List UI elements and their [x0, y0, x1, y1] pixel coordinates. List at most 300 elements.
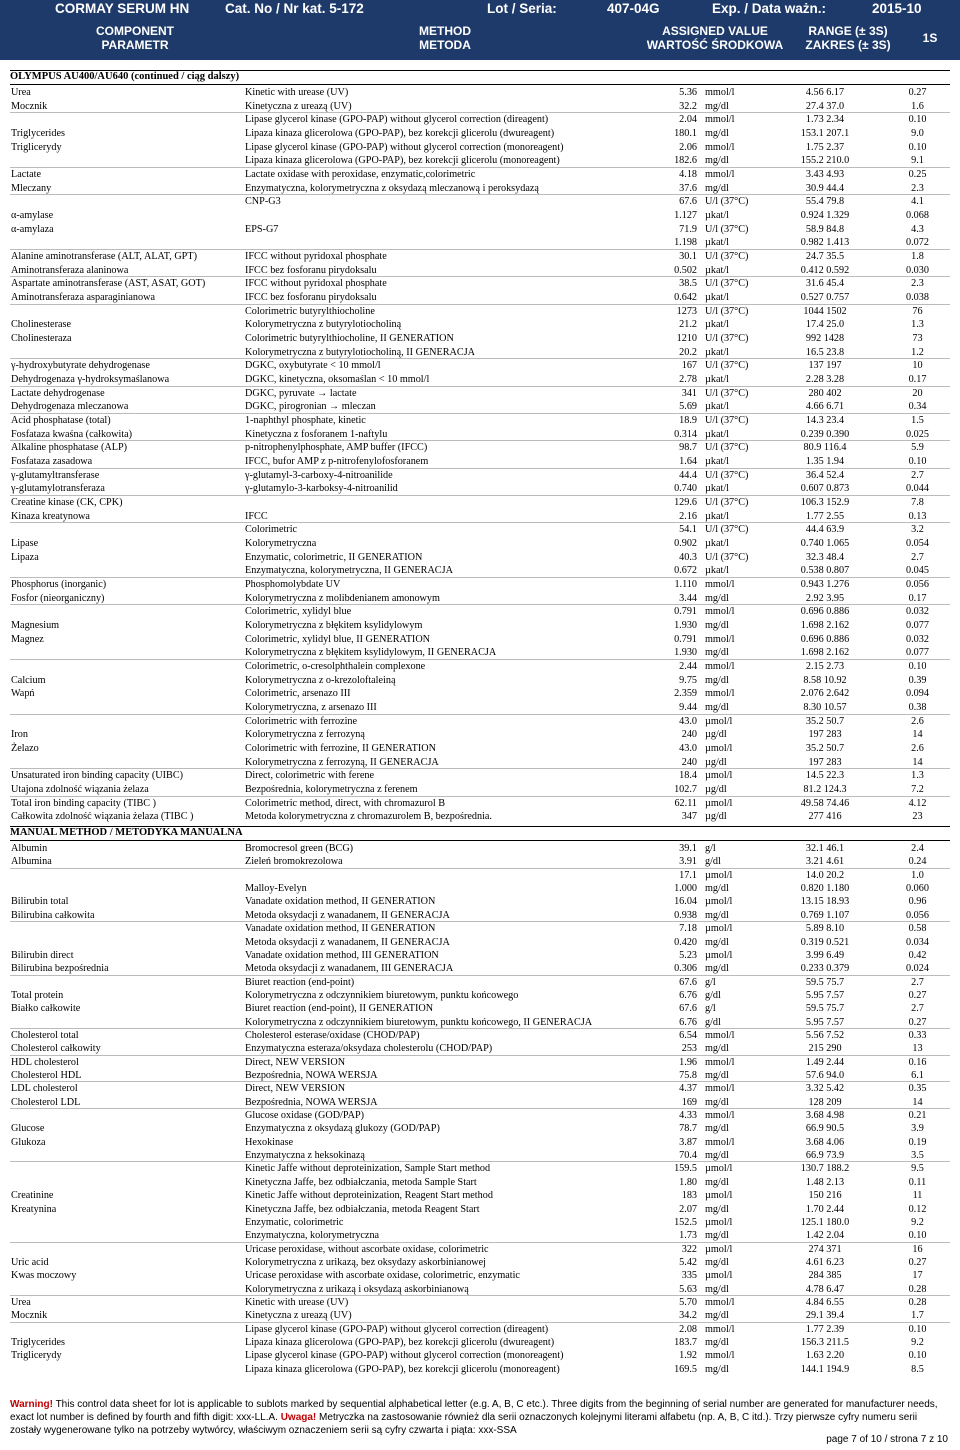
assigned-value-cell: 18.9	[679, 415, 697, 426]
method-cell: Enzymatyczna z heksokinazą	[245, 1150, 365, 1161]
method-cell: Kinetyczna z ureazą (UV)	[245, 100, 352, 112]
component-cell: γ-glutamylotransferaza	[11, 483, 105, 495]
sd-cell: 3.9	[911, 1123, 924, 1135]
component-cell: Urea	[11, 1296, 31, 1308]
assigned-value-cell: 40.3	[679, 551, 697, 563]
unit-cell: µmol/l	[705, 1243, 733, 1255]
range-cell: 197 283	[808, 729, 842, 741]
assigned-value-cell: 1273	[676, 305, 697, 317]
lot-value: 407-04G	[607, 1, 660, 16]
unit-cell: mmol/l	[705, 87, 735, 98]
unit-cell: µg/dl	[705, 811, 727, 823]
range-cell: 30.9 44.4	[805, 182, 845, 194]
unit-cell: mg/dl	[705, 620, 729, 631]
method-cell: Colorimetric, arsenazo III	[245, 688, 351, 700]
assigned-value-cell: 43.0	[679, 743, 697, 754]
component-cell: Unsaturated iron binding capacity (UIBC)	[11, 770, 184, 782]
method-cell: γ-glutamyl-3-carboxy-4-nitroanilide	[245, 469, 393, 481]
sd-cell: 17	[912, 1270, 923, 1282]
method-cell: Lactate oxidase with peroxidase, enzymatic,colorimetric	[245, 169, 476, 180]
assigned-value-cell: 1.64	[679, 456, 697, 467]
assigned-value-cell: 1.73	[679, 1230, 697, 1242]
unit-cell: µmol/l	[705, 1163, 733, 1175]
unit-cell: U/l (37°C)	[705, 251, 749, 262]
sd-cell: 0.030	[906, 264, 929, 276]
sd-cell: 0.35	[908, 1083, 927, 1095]
sd-cell: 0.024	[906, 963, 929, 975]
method-cell: Kolorymetryczna z ferrozyną, II GENERACJA	[245, 756, 439, 768]
lot-label: Lot / Seria:	[487, 1, 557, 16]
unit-cell: mmol/l	[705, 1083, 735, 1095]
section-rule-manual	[10, 840, 950, 841]
unit-cell: mg/dl	[705, 1203, 729, 1215]
assigned-value-cell: 75.8	[679, 1070, 697, 1081]
method-cell: IFCC without pyridoxal phosphate	[245, 251, 387, 262]
assigned-value-cell: 67.6	[679, 976, 697, 988]
component-cell: Uric acid	[11, 1256, 49, 1268]
range-cell: 32.1 46.1	[805, 843, 845, 854]
sd-cell: 0.032	[906, 606, 929, 618]
section-title-manual: MANUAL METHOD / METODYKA MANUALNA	[10, 827, 243, 838]
sd-cell: 2.6	[911, 743, 924, 754]
component-cell: α-amylase	[11, 210, 54, 221]
component-cell: Acid phosphatase (total)	[11, 415, 111, 426]
sd-cell: 1.2	[911, 346, 924, 358]
assigned-value-cell: 347	[681, 811, 697, 823]
range-cell: 0.982 1.413	[800, 237, 850, 249]
unit-cell: mg/dl	[705, 155, 729, 167]
range-cell: 4.84 6.55	[805, 1296, 845, 1308]
range-cell: 35.2 50.7	[805, 743, 845, 754]
assigned-value-cell: 0.642	[674, 292, 697, 303]
sd-cell: 1.3	[911, 319, 924, 331]
method-cell: Colorimetric, o-cresolphthalein complexone	[245, 661, 426, 672]
range-cell: 55.4 79.8	[805, 196, 845, 208]
sd-cell: 0.10	[908, 1350, 927, 1362]
unit-cell: mmol/l	[705, 1350, 735, 1362]
sd-cell: 0.10	[908, 1323, 927, 1335]
unit-cell: g/l	[705, 976, 716, 988]
component-cell: Calcium	[11, 674, 46, 686]
assigned-value-cell: 20.2	[679, 346, 697, 358]
method-cell: Kolorymetryczna z odczynnikiem biuretowym, punktu końcowego	[245, 989, 519, 1001]
unit-cell: µg/dl	[705, 784, 727, 795]
unit-cell: µmol/l	[705, 770, 733, 782]
method-cell: Bezpośrednia, NOWA WERSJA	[245, 1070, 378, 1081]
assigned-value-cell: 1.198	[674, 237, 697, 249]
expiry-label: Exp. / Data ważn.:	[712, 1, 827, 16]
unit-cell: mg/dl	[705, 1363, 729, 1375]
sd-cell: 4.3	[911, 223, 924, 235]
assigned-value-cell: 182.6	[674, 155, 697, 167]
assigned-value-cell: 2.44	[679, 661, 697, 672]
unit-cell: mg/dl	[705, 1150, 729, 1161]
unit-cell: µkat/l	[705, 374, 729, 385]
range-cell: 2.076 2.642	[800, 688, 850, 700]
assigned-value-cell: 0.502	[674, 264, 697, 276]
col-header-component-pl: PARAMETR	[101, 38, 169, 52]
unit-cell: U/l (37°C)	[705, 360, 749, 372]
method-cell: Uricase peroxidase with ascorbate oxidase, colorimetric, enzymatic	[245, 1270, 520, 1282]
assigned-value-cell: 37.6	[679, 182, 697, 194]
method-cell: Lipase glycerol kinase (GPO-PAP) without glycerol correction (monoreagent)	[245, 1350, 564, 1362]
sd-cell: 2.3	[911, 182, 924, 194]
assigned-value-cell: 9.75	[679, 674, 697, 686]
component-cell: Bilirubin direct	[11, 949, 74, 961]
sd-cell: 0.34	[908, 401, 927, 413]
unit-cell: µkat/l	[705, 538, 729, 549]
component-cell: Dehydrogenaza mleczanowa	[11, 401, 129, 413]
method-cell: p-nitrophenylphosphate, AMP buffer (IFCC)	[245, 442, 428, 454]
assigned-value-cell: 0.902	[674, 538, 697, 549]
sd-cell: 11	[912, 1190, 923, 1202]
component-cell: Cholesterol HDL	[11, 1070, 82, 1081]
assigned-value-cell: 2.16	[679, 510, 697, 522]
unit-cell: µkat/l	[705, 483, 729, 495]
assigned-value-cell: 5.36	[679, 87, 697, 98]
range-cell: 0.239 0.390	[800, 428, 850, 440]
assigned-value-cell: 38.5	[679, 278, 697, 290]
unit-cell: µmol/l	[705, 1270, 733, 1282]
range-cell: 0.607 0.873	[800, 483, 850, 495]
method-cell: Kolorymetryczna z ferrozyną	[245, 729, 365, 741]
assigned-value-cell: 0.791	[674, 606, 697, 618]
range-cell: 5.95 7.57	[805, 1016, 845, 1028]
component-cell: Bilirubina całkowita	[11, 909, 95, 921]
assigned-value-cell: 335	[681, 1270, 697, 1282]
component-cell: Lipase	[11, 538, 39, 549]
assigned-value-cell: 1.110	[674, 579, 697, 590]
range-cell: 3.99 6.49	[805, 949, 845, 961]
method-cell: Lipaza kinaza glicerolowa (GPO-PAP), bez korekcji glicerolu (dwureagent)	[245, 1337, 555, 1348]
sd-cell: 6.1	[911, 1070, 924, 1081]
assigned-value-cell: 67.6	[679, 196, 697, 208]
assigned-value-cell: 0.938	[674, 909, 697, 921]
method-cell: Enzymatyczna, kolorymetryczna	[245, 1230, 380, 1242]
sd-cell: 0.060	[906, 883, 929, 894]
sd-cell: 2.7	[911, 1003, 924, 1015]
range-cell: 1044 1502	[803, 305, 847, 317]
assigned-value-cell: 16.04	[674, 896, 697, 908]
sd-cell: 0.28	[908, 1296, 927, 1308]
unit-cell: µmol/l	[705, 715, 733, 727]
range-cell: 59.5 75.7	[805, 1003, 845, 1015]
component-cell: Lactate dehydrogenase	[11, 387, 105, 399]
unit-cell: mmol/l	[705, 633, 735, 645]
component-cell: Utajona zdolność wiązania żelaza	[11, 784, 149, 795]
sd-cell: 0.054	[906, 538, 929, 549]
unit-cell: U/l (37°C)	[705, 442, 749, 454]
col-header-method-pl: METODA	[419, 38, 471, 52]
assigned-value-cell: 5.63	[679, 1283, 697, 1295]
range-cell: 4.78 6.47	[805, 1283, 845, 1295]
assigned-value-cell: 240	[681, 756, 697, 768]
range-cell: 44.4 63.9	[805, 524, 845, 536]
assigned-value-cell: 67.6	[679, 1003, 697, 1015]
component-cell: Cholesterol total	[11, 1029, 79, 1041]
component-cell: Mleczany	[11, 182, 52, 194]
assigned-value-cell: 34.2	[679, 1310, 697, 1322]
sd-cell: 0.33	[908, 1029, 927, 1041]
col-header-range-en: RANGE (± 3S)	[808, 24, 888, 38]
range-cell: 0.740 1.065	[800, 538, 850, 549]
sd-cell: 0.96	[908, 896, 927, 908]
method-cell: Enzymatyczna z oksydazą glukozy (GOD/PAP)	[245, 1123, 440, 1135]
sd-cell: 14	[912, 756, 923, 768]
method-cell: Kolorymetryczna z butyrylotiocholiną	[245, 319, 402, 331]
method-cell: Enzymatic, colorimetric	[245, 1216, 344, 1228]
method-cell: Vanadate oxidation method, II GENERATION	[245, 896, 436, 908]
unit-cell: µkat/l	[705, 401, 729, 413]
unit-cell: µkat/l	[705, 428, 729, 440]
sd-cell: 1.5	[911, 415, 924, 426]
warning-text: This control data sheet for lot is applicable to sublots marked by sequential alphabetical letter (e.g. A, B, C etc.). Three digits from the beginning of serial number are generated for manufacturer needs, exact lot number is defined by fourth and fifth digit: xxx-LL.A.	[10, 1399, 938, 1423]
unit-cell: µmol/l	[705, 1216, 733, 1228]
component-cell: Kreatynina	[11, 1203, 57, 1215]
unit-cell: µkat/l	[705, 319, 729, 331]
method-cell: 1-naphthyl phosphate, kinetic	[245, 415, 366, 426]
assigned-value-cell: 30.1	[679, 251, 697, 262]
range-cell: 16.5 23.8	[805, 346, 845, 358]
sd-cell: 0.044	[906, 483, 929, 495]
unit-cell: µg/dl	[705, 756, 727, 768]
method-cell: Direct, colorimetric with ferene	[245, 770, 374, 782]
assigned-value-cell: 2.78	[679, 374, 697, 385]
range-cell: 155.2 210.0	[800, 155, 850, 167]
sd-cell: 0.42	[908, 949, 927, 961]
unit-cell: U/l (37°C)	[705, 278, 749, 290]
sd-cell: 16	[912, 1243, 923, 1255]
unit-cell: U/l (37°C)	[705, 524, 749, 536]
assigned-value-cell: 4.33	[679, 1110, 697, 1121]
component-cell: Białko całkowite	[11, 1003, 81, 1015]
range-cell: 14.0 20.2	[805, 869, 845, 881]
unit-cell: U/l (37°C)	[705, 305, 749, 317]
unit-cell: mmol/l	[705, 579, 735, 590]
unit-cell: mg/dl	[705, 883, 729, 894]
unit-cell: mmol/l	[705, 1029, 735, 1041]
range-cell: 150 216	[808, 1190, 842, 1202]
warning-label: Warning!	[10, 1399, 53, 1410]
assigned-value-cell: 0.314	[674, 428, 697, 440]
col-header-value-en: ASSIGNED VALUE	[662, 24, 768, 38]
assigned-value-cell: 5.23	[679, 949, 697, 961]
unit-cell: mmol/l	[705, 688, 735, 700]
sd-cell: 0.072	[906, 237, 929, 249]
component-cell: Alkaline phosphatase (ALP)	[11, 442, 127, 454]
range-cell: 197 283	[808, 756, 842, 768]
method-cell: Glucose oxidase (GOD/PAP)	[245, 1110, 365, 1121]
method-cell: Colorimetric method, direct, with chromazurol B	[245, 797, 446, 809]
range-cell: 1.48 2.13	[805, 1176, 845, 1188]
component-cell: Urea	[11, 87, 31, 98]
sd-cell: 0.038	[906, 292, 929, 303]
col-header-value-pl: WARTOŚĆ ŚRODKOWA	[646, 38, 784, 52]
range-cell: 992 1428	[805, 333, 845, 344]
assigned-value-cell: 159.5	[674, 1163, 697, 1175]
assigned-value-cell: 3.91	[679, 856, 697, 868]
range-cell: 8.58 10.92	[803, 674, 847, 686]
assigned-value-cell: 2.04	[679, 114, 697, 126]
sd-cell: 0.13	[908, 510, 927, 522]
col-header-method	[370, 24, 520, 52]
component-cell: Albumin	[11, 843, 48, 854]
component-cell: Lipaza	[11, 551, 39, 563]
method-cell: IFCC	[245, 510, 268, 522]
range-cell: 2.92 3.95	[805, 592, 845, 604]
header-bar	[0, 0, 960, 60]
range-cell: 3.43 4.93	[805, 169, 845, 180]
sd-cell: 0.12	[908, 1203, 927, 1215]
unit-cell: µmol/l	[705, 743, 733, 754]
unit-cell: µkat/l	[705, 237, 729, 249]
unit-cell: µkat/l	[705, 346, 729, 358]
sd-cell: 0.10	[908, 1230, 927, 1242]
unit-cell: mmol/l	[705, 169, 735, 180]
sd-cell: 1.6	[911, 100, 924, 112]
unit-cell: mg/dl	[705, 936, 729, 948]
assigned-value-cell: 0.791	[674, 633, 697, 645]
assigned-value-cell: 6.54	[679, 1029, 697, 1041]
range-cell: 59.5 75.7	[805, 976, 845, 988]
unit-cell: µkat/l	[705, 292, 729, 303]
range-cell: 3.68 4.98	[805, 1110, 845, 1121]
range-cell: 36.4 52.4	[805, 469, 845, 481]
component-cell: Fosfor (nieorganiczny)	[11, 592, 105, 604]
uwaga-label: Uwaga!	[280, 1412, 317, 1423]
range-cell: 4.66 6.71	[805, 401, 845, 413]
assigned-value-cell: 4.18	[679, 169, 697, 180]
component-cell: Aminotransferaza asparaginianowa	[11, 292, 155, 303]
component-cell: Triglycerides	[11, 1337, 65, 1348]
range-cell: 3.32 5.42	[805, 1083, 845, 1095]
method-cell: Kinetic Jaffe without deproteinization, Sample Start method	[245, 1163, 491, 1175]
component-cell: Fosfataza kwaśna (całkowita)	[11, 428, 133, 440]
range-cell: 284 385	[808, 1270, 842, 1282]
unit-cell: mg/dl	[705, 1043, 729, 1055]
method-cell: Bezpośrednia, NOWA WERSJA	[245, 1096, 378, 1108]
component-cell: Bilirubin total	[11, 896, 69, 908]
assigned-value-cell: 253	[681, 1043, 697, 1055]
assigned-value-cell: 5.42	[679, 1256, 697, 1268]
range-cell: 277 416	[808, 811, 842, 823]
sd-cell: 0.24	[908, 856, 927, 868]
unit-cell: mmol/l	[705, 606, 735, 618]
range-cell: 106.3 152.9	[800, 497, 850, 508]
method-cell: Metoda kolorymetryczna z chromazurolem B, bezpośrednia.	[245, 811, 492, 823]
assigned-value-cell: 322	[681, 1243, 697, 1255]
component-cell: Total iron binding capacity (TIBC )	[11, 797, 156, 809]
range-cell: 8.30 10.57	[803, 702, 847, 713]
unit-cell: U/l (37°C)	[705, 387, 749, 399]
assigned-value-cell: 6.76	[679, 989, 697, 1001]
range-cell: 0.769 1.107	[800, 909, 850, 921]
sd-cell: 14	[912, 1096, 923, 1108]
sd-cell: 0.58	[908, 923, 927, 935]
assigned-value-cell: 21.2	[679, 319, 697, 331]
assigned-value-cell: 1.930	[674, 620, 697, 631]
method-cell: Metoda oksydacji z wanadanem, II GENERACJA	[245, 909, 450, 921]
component-cell: Całkowita zdolność wiązania żelaza (TIBC )	[11, 811, 194, 823]
method-cell: DGKC, kinetyczna, oksomaślan < 10 mmol/l	[245, 374, 430, 385]
unit-cell: mg/dl	[705, 1070, 729, 1081]
range-cell: 1.698 2.162	[800, 620, 850, 631]
assigned-value-cell: 7.18	[679, 923, 697, 935]
method-cell: Lipase glycerol kinase (GPO-PAP) without glycerol correction (monoreagent)	[245, 141, 564, 153]
component-cell: Cholesterol całkowity	[11, 1043, 101, 1055]
sd-cell: 9.2	[911, 1337, 924, 1348]
method-cell: Lipaza kinaza glicerolowa (GPO-PAP), bez korekcji glicerolu (monoreagent)	[245, 155, 560, 167]
sd-cell: 0.10	[908, 114, 927, 126]
sd-cell: 20	[912, 387, 923, 399]
assigned-value-cell: 32.2	[679, 100, 697, 112]
unit-cell: mg/dl	[705, 1176, 729, 1188]
assigned-value-cell: 1.930	[674, 647, 697, 659]
assigned-value-cell: 0.672	[674, 565, 697, 577]
assigned-value-cell: 5.70	[679, 1296, 697, 1308]
assigned-value-cell: 78.7	[679, 1123, 697, 1135]
range-cell: 1.63 2.20	[805, 1350, 845, 1362]
component-cell: γ-glutamyltransferase	[11, 469, 100, 481]
assigned-value-cell: 0.306	[674, 963, 697, 975]
sd-cell: 4.1	[911, 196, 924, 208]
method-cell: Phosphomolybdate UV	[245, 579, 341, 590]
range-cell: 1.77 2.39	[805, 1323, 845, 1335]
assigned-value-cell: 54.1	[679, 524, 697, 536]
sd-cell: 5.9	[911, 442, 924, 454]
range-cell: 280 402	[808, 387, 842, 399]
sd-cell: 0.16	[908, 1056, 927, 1068]
component-cell: LDL cholesterol	[11, 1083, 78, 1095]
sd-cell: 1.7	[911, 1310, 924, 1322]
method-cell: Kolorymetryczna z molibdenianem amonowym	[245, 592, 440, 604]
expiry-value: 2015-10	[872, 1, 922, 16]
unit-cell: mmol/l	[705, 1136, 735, 1148]
range-cell: 13.15 18.93	[800, 896, 850, 908]
assigned-value-cell: 240	[681, 729, 697, 741]
col-header-range-pl: ZAKRES (± 3S)	[805, 38, 891, 52]
method-cell: Lipase glycerol kinase (GPO-PAP) without glycerol correction (direagent)	[245, 114, 549, 126]
unit-cell: mg/dl	[705, 1283, 729, 1295]
range-cell: 3.21 4.61	[805, 856, 845, 868]
range-cell: 4.56 6.17	[805, 87, 845, 98]
component-cell: Dehydrogenaza γ-hydroksymaślanowa	[11, 374, 170, 385]
assigned-value-cell: 183	[681, 1190, 697, 1202]
method-cell: Kolorymetryczna z urikazą i oksydazą askorbinianową	[245, 1283, 469, 1295]
assigned-value-cell: 0.420	[674, 936, 697, 948]
method-cell: Colorimetric butyrylthiocholine	[245, 305, 375, 317]
sd-cell: 0.056	[906, 909, 929, 921]
sd-cell: 2.6	[911, 715, 924, 727]
range-cell: 80.9 116.4	[803, 442, 847, 454]
range-cell: 66.9 73.9	[805, 1150, 845, 1161]
range-cell: 27.4 37.0	[805, 100, 845, 112]
range-cell: 0.538 0.807	[800, 565, 850, 577]
sd-cell: 10	[912, 360, 923, 372]
method-cell: Colorimetric, xylidyl blue	[245, 606, 352, 618]
unit-cell: µg/dl	[705, 729, 727, 741]
component-cell: Żelazo	[11, 743, 39, 754]
method-cell: Direct, NEW VERSION	[245, 1056, 346, 1068]
method-cell: Bromocresol green (BCG)	[245, 843, 354, 854]
component-cell: Glucose	[11, 1123, 45, 1135]
sd-cell: 0.28	[908, 1283, 927, 1295]
method-cell: Colorimetric with ferrozine	[245, 715, 358, 727]
assigned-value-cell: 2.06	[679, 141, 697, 153]
col-header-1s: 1S	[922, 31, 938, 45]
col-header-component	[60, 24, 210, 52]
method-cell: Kinetic Jaffe without deproteinization, Reagent Start method	[245, 1190, 493, 1202]
